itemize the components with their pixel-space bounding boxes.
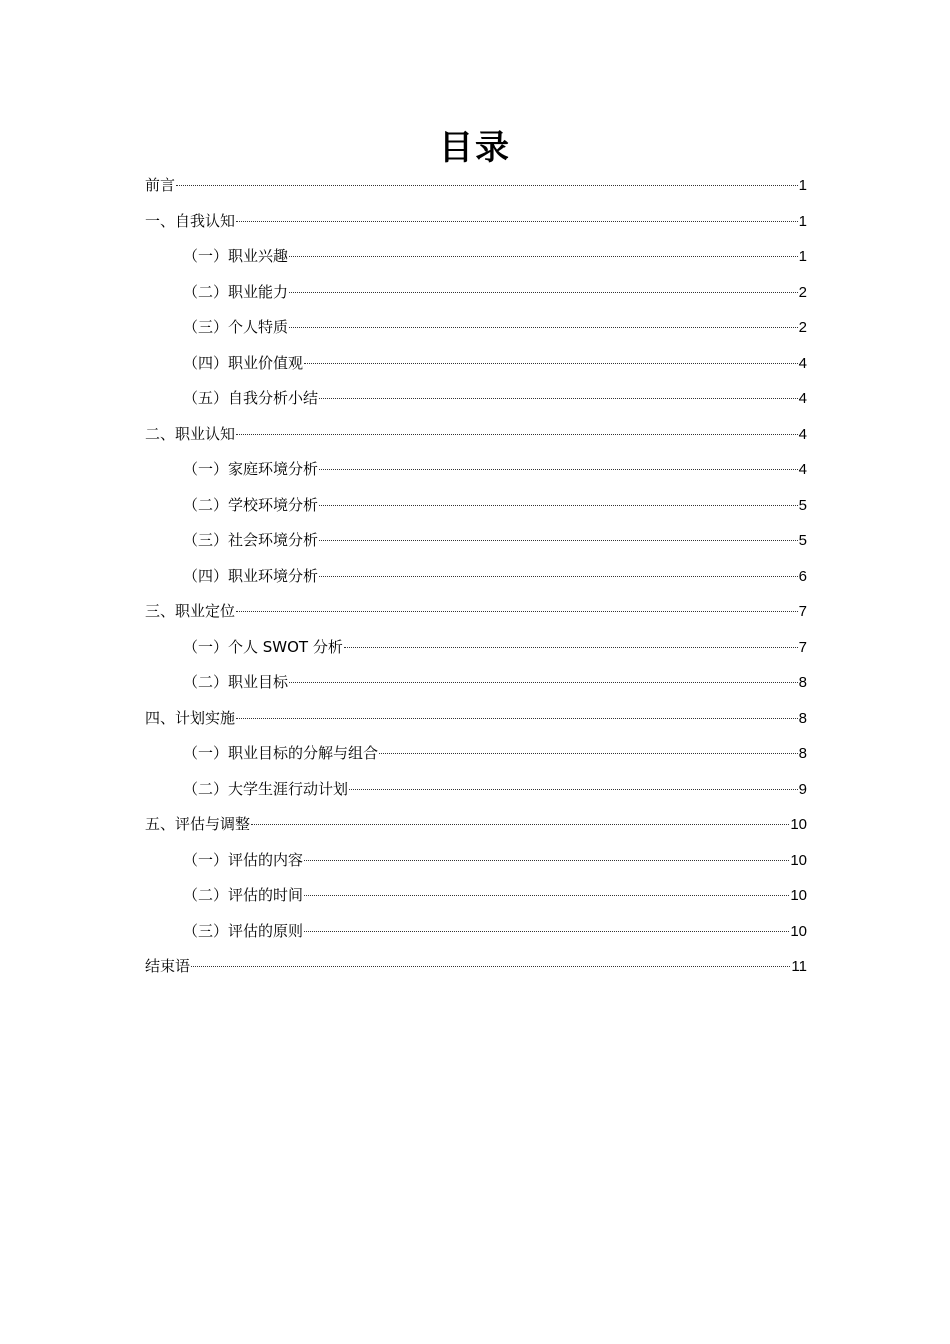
toc-leader-dots bbox=[319, 398, 798, 399]
toc-entry-text: 五、评估与调整 bbox=[145, 815, 251, 833]
toc-leader-dots bbox=[319, 576, 798, 577]
toc-entry-text: （二）职业目标 bbox=[183, 673, 289, 691]
toc-entry[interactable] bbox=[145, 310, 807, 346]
toc-entry[interactable] bbox=[145, 346, 807, 382]
toc-entry[interactable] bbox=[145, 736, 807, 772]
toc-entry-text: （一）家庭环境分析 bbox=[183, 460, 319, 478]
toc-title: 目录 bbox=[439, 128, 511, 168]
toc-entry-text: （三）评估的原则 bbox=[183, 921, 304, 940]
toc-leader-dots bbox=[251, 824, 789, 825]
toc-page-number: 4 bbox=[798, 354, 807, 372]
toc-entry-text: （四）职业环境分析 bbox=[183, 566, 319, 585]
toc-entry[interactable] bbox=[145, 559, 807, 595]
toc-entry-text: （三）社会环境分析 bbox=[183, 531, 319, 549]
toc-entry[interactable] bbox=[145, 630, 807, 666]
toc-page-number: 2 bbox=[798, 319, 807, 336]
toc-entry-text: （四）职业价值观 bbox=[183, 353, 304, 372]
toc-entry-text: （一）评估的内容 bbox=[183, 850, 304, 869]
toc-entry[interactable] bbox=[145, 417, 807, 453]
toc-entry[interactable] bbox=[145, 701, 807, 737]
toc-page-number: 6 bbox=[798, 567, 807, 585]
toc-page-number: 2 bbox=[798, 283, 807, 301]
toc-leader-dots bbox=[236, 221, 798, 222]
toc-entry-text: （二）职业能力 bbox=[183, 282, 289, 301]
toc-entry-text: 三、职业定位 bbox=[145, 602, 236, 620]
toc-leader-dots bbox=[289, 682, 798, 683]
toc-leader-dots bbox=[289, 327, 798, 328]
toc-entry[interactable] bbox=[145, 594, 807, 630]
toc-entry[interactable] bbox=[145, 665, 807, 701]
toc-page-number: 8 bbox=[798, 674, 807, 691]
toc-leader-dots bbox=[349, 789, 798, 790]
toc-leader-dots bbox=[304, 895, 789, 896]
toc-entry-text: （二）大学生涯行动计划 bbox=[183, 779, 349, 798]
toc-leader-dots bbox=[236, 611, 798, 612]
toc-page-number: 1 bbox=[798, 177, 807, 194]
toc-entry[interactable] bbox=[145, 914, 807, 950]
toc-entry[interactable] bbox=[145, 381, 807, 417]
toc-entry[interactable] bbox=[145, 523, 807, 559]
toc-entry-text: （二）评估的时间 bbox=[183, 886, 304, 904]
toc-page-number: 4 bbox=[798, 390, 807, 407]
toc-page-number: 10 bbox=[790, 922, 807, 940]
toc-entry-text: （一）职业目标的分解与组合 bbox=[183, 744, 379, 762]
toc-leader-dots bbox=[236, 434, 798, 435]
toc-leader-dots bbox=[319, 469, 798, 470]
toc-leader-dots bbox=[319, 505, 798, 506]
toc-entry-text: 四、计划实施 bbox=[145, 708, 236, 727]
toc-entry-text: 二、职业认知 bbox=[145, 424, 236, 443]
toc-entry[interactable] bbox=[145, 488, 807, 524]
toc-page-number: 8 bbox=[798, 745, 807, 762]
toc-leader-dots bbox=[289, 292, 798, 293]
toc-leader-dots bbox=[236, 718, 798, 719]
toc-entry-text: （一）个人 SWOT 分析 bbox=[183, 637, 343, 656]
toc-entry-text: 结束语 bbox=[145, 957, 191, 975]
toc-entry[interactable] bbox=[145, 949, 807, 985]
toc-entry-text: （二）学校环境分析 bbox=[183, 495, 319, 514]
toc-leader-dots bbox=[176, 185, 798, 186]
toc-page-number: 10 bbox=[790, 851, 807, 869]
toc-entry[interactable] bbox=[145, 239, 807, 275]
toc-entry[interactable] bbox=[145, 807, 807, 843]
toc-page-number: 10 bbox=[790, 887, 807, 904]
toc-entry[interactable] bbox=[145, 275, 807, 311]
toc-entry-text: （五）自我分析小结 bbox=[183, 389, 319, 407]
toc-entry[interactable] bbox=[145, 878, 807, 914]
toc-page-number: 1 bbox=[798, 248, 807, 265]
toc-entry-text: 前言 bbox=[145, 176, 176, 194]
toc-page-number: 7 bbox=[798, 603, 807, 620]
toc-leader-dots bbox=[289, 256, 798, 257]
toc-leader-dots bbox=[379, 753, 798, 754]
toc-entry-text: （三）个人特质 bbox=[183, 318, 289, 336]
toc-entry[interactable] bbox=[145, 772, 807, 808]
toc-page-number: 4 bbox=[798, 461, 807, 478]
toc-entry[interactable] bbox=[145, 204, 807, 240]
toc-page-number: 7 bbox=[798, 638, 807, 656]
toc-entry-text: 一、自我认知 bbox=[145, 211, 236, 230]
toc-page-number: 8 bbox=[798, 709, 807, 727]
toc-entry[interactable] bbox=[145, 843, 807, 879]
toc-list bbox=[145, 168, 807, 985]
toc-entry-text: （一）职业兴趣 bbox=[183, 247, 289, 265]
toc-entry[interactable] bbox=[145, 452, 807, 488]
toc-leader-dots bbox=[304, 363, 798, 364]
toc-leader-dots bbox=[304, 860, 789, 861]
toc-entry[interactable] bbox=[145, 168, 807, 204]
toc-page-number: 9 bbox=[798, 780, 807, 798]
toc-page-number: 5 bbox=[798, 496, 807, 514]
toc-page-number: 1 bbox=[798, 212, 807, 230]
toc-page-number: 4 bbox=[798, 425, 807, 443]
toc-page-number: 5 bbox=[798, 532, 807, 549]
toc-page-number: 10 bbox=[790, 816, 807, 833]
toc-leader-dots bbox=[191, 966, 790, 967]
toc-leader-dots bbox=[344, 647, 798, 648]
toc-leader-dots bbox=[304, 931, 789, 932]
toc-leader-dots bbox=[319, 540, 798, 541]
toc-page-number: 11 bbox=[791, 958, 807, 975]
